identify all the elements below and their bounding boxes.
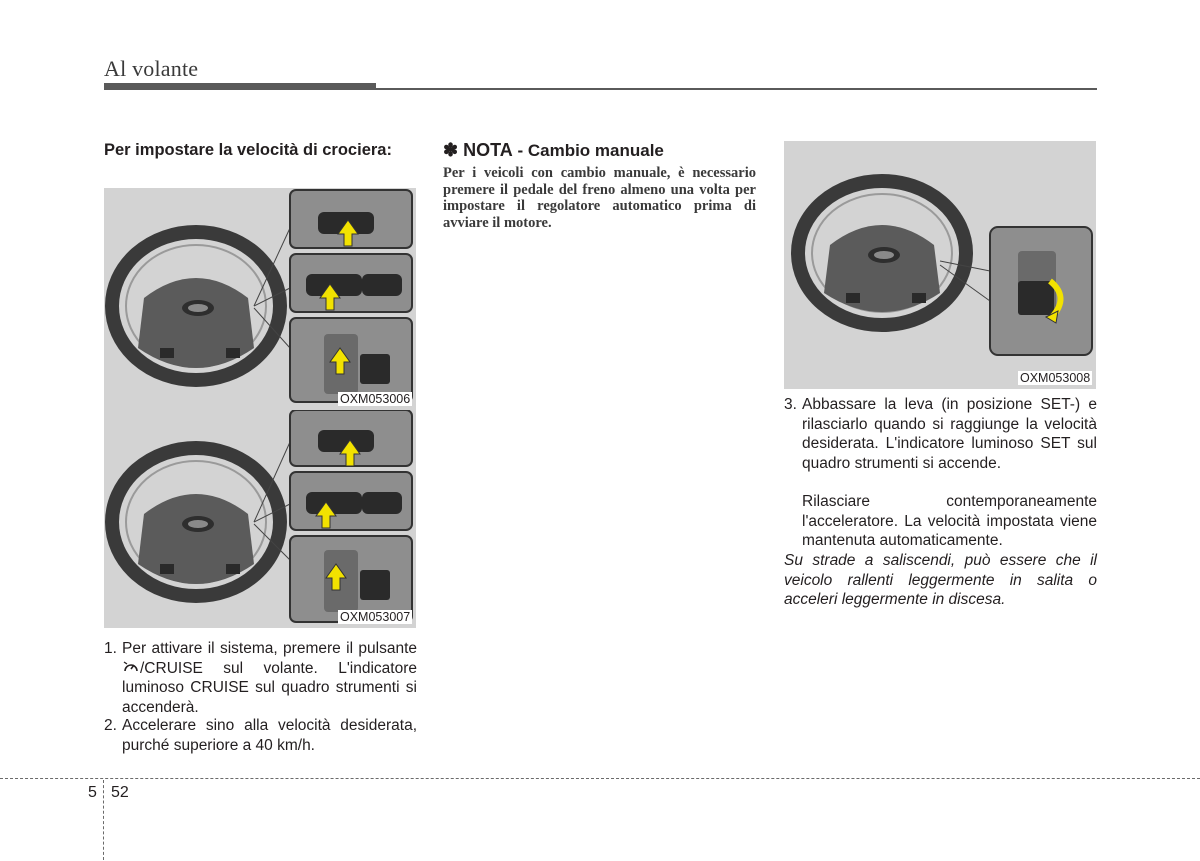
cruise-control-icon: [122, 659, 140, 675]
note-title: [443, 140, 664, 161]
figure-code-right: OXM053008: [1020, 371, 1091, 385]
footer-dashed-rule: [0, 778, 1200, 779]
step-1-text-b: /CRUISE sul volante. L'indicatore luminoso CRUISE sul quadro strumenti si accenderà.: [122, 659, 417, 716]
step-2: [104, 716, 417, 755]
note-subtitle: - Cambio manuale: [512, 141, 664, 160]
figure-steering-wheel-set-lever: [784, 141, 1096, 389]
step-3-number: 3.: [784, 396, 797, 413]
page-number: 52: [111, 784, 129, 801]
chapter-number: 5: [88, 784, 97, 801]
page-header-title: Al volante: [104, 56, 199, 81]
step-3-text: Abbassare la leva (in posizione SET-) e rilasciarlo quando si raggiunge la velocità desiderata. L'indicatore luminoso SET sul quadro strumenti si accende.: [802, 396, 1097, 472]
step-3-continuation: [784, 492, 1097, 551]
step-1-text-a: Per attivare il sistema, premere il pulsante: [122, 640, 417, 657]
note-body: Per i veicoli con cambio manuale, è necessario premere il pedale del freno almeno una volta per impostare il regolatore automatico prima di avviare il motore.: [443, 165, 756, 231]
header-rule-thick: [104, 83, 376, 90]
step-2-text: Accelerare sino alla velocità desiderata, purché superiore a 40 km/h.: [122, 717, 417, 754]
step-3: [784, 395, 1097, 473]
step-2-number: 2.: [104, 717, 117, 734]
figure-code-bottom-left: OXM053007: [340, 610, 411, 624]
footer-vertical-dashed-rule: [103, 780, 104, 860]
figure-steering-wheel-cruise-on: [104, 188, 416, 410]
step-3-italic-note: Su strade a saliscendi, può essere che il veicolo rallenti leggermente in salita o acceleri leggermente in discesa.: [784, 552, 1097, 608]
figure-steering-wheel-cruise-set: [104, 410, 416, 628]
note-title-label: ✽ NOTA: [443, 140, 513, 160]
step-1-number: 1.: [104, 640, 117, 657]
step-1: [104, 639, 417, 717]
step-3-text-b: Rilasciare contemporaneamente l'acceleratore. La velocità impostata viene mantenuta automaticamente.: [802, 493, 1097, 549]
section-heading: Per impostare la velocità di crociera:: [104, 141, 392, 159]
step-1-text: [122, 639, 417, 717]
header-rule-thin: [376, 88, 1097, 90]
figure-code-top-left: OXM053006: [340, 392, 411, 406]
